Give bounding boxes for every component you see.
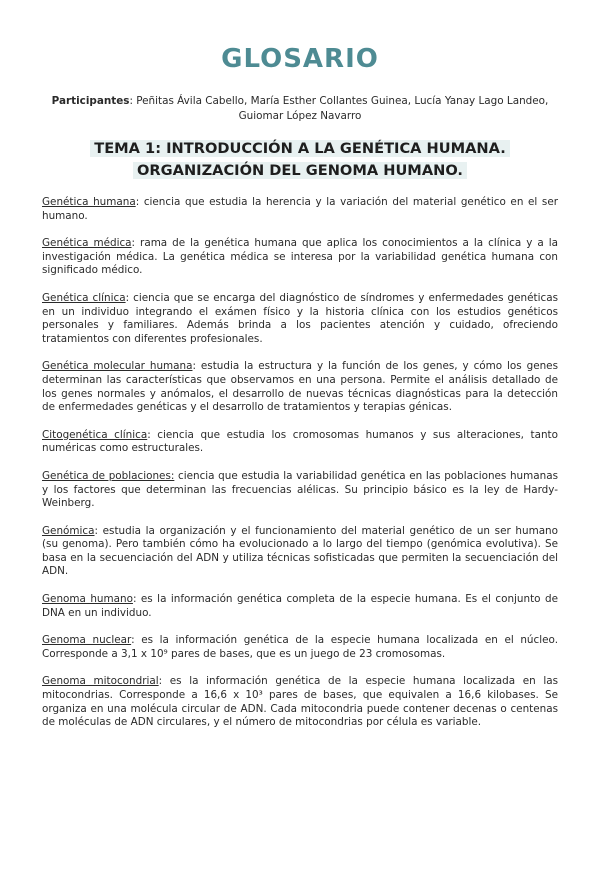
glossary-term: Citogenética clínica [42,428,148,441]
glossary-entry [42,237,558,278]
page-title: GLOSARIO [221,44,379,74]
document-page [0,44,600,892]
glossary-term: Genoma humano [42,593,133,606]
glossary-definition: : es la información genética completa de la especie humana. Es el conjunto de DNA en un individuo. [42,593,558,619]
glossary-entry [42,634,558,661]
glossary-definition: : estudia la organización y el funcionamiento del material genético de un ser humano (su genoma). Pero también cómo ha evolucionado a lo largo del tiempo (genómica evolutiva). Se basa en la secuenciación del ADN y utiliza técnicas sofisticadas que permiten la secuenciación del ADN. [42,524,558,578]
section-heading [42,138,558,182]
glossary-term: Genómica [42,524,95,537]
participants-names: : Peñitas Ávila Cabello, María Esther Collantes Guinea, Lucía Yanay Lago Landeo, Guiomar López Navarro [129,95,549,122]
glossary-definition: : estudia la estructura y la función de los genes, y cómo los genes determinan las características que observamos en una persona. Permite el análisis detallado de los genes normales y anómalos, el desarrollo de nuevas técnicas diagnósticas para la detección de enfermedades genéticas y el desarrollo de tratamientos y terapias génicas. [42,360,558,414]
glossary-definition: ciencia que estudia la variabilidad genética en las poblaciones humanas y los factores que determinan las frecuencias alélicas. Su principio básico es la ley de Hardy-Weinberg. [42,469,558,510]
glossary-term: Genética médica [42,237,132,250]
glossary-definition: : ciencia que estudia la herencia y la variación del material genético en el ser humano. [42,196,558,222]
glossary-entry [42,525,558,579]
glossary-entry [42,196,558,223]
glossary-definition: : es la información genética de la especie humana localizada en las mitocondrias. Corresponde a 16,6 x 10³ pares de bases, que equivalen a 16,6 kilobases. Se organiza en una molécula circular de ADN. Cada mitocondria puede contener decenas o centenas de moléculas de ADN circulares, y el número de mitocondrias por célula es variable. [42,675,558,729]
glossary-term: Genética humana [42,196,136,208]
section-heading-line-2: ORGANIZACIÓN DEL GENOMA HUMANO. [133,162,467,179]
glossary-term: Genoma mitocondrial [42,675,159,688]
participants [46,94,554,124]
glossary-term: Genética de poblaciones: [42,469,175,482]
glossary-entry [42,675,558,729]
glossary-term: Genética clínica [42,291,126,304]
glossary-entry [42,292,558,346]
glossary-term: Genética molecular humana [42,360,193,373]
glossary-definition: : rama de la genética humana que aplica los conocimientos a la clínica y a la investigación médica. La genética médica se interesa por la variabilidad genética humana con significado médico. [42,237,558,277]
glossary-term: Genoma nuclear [42,634,132,647]
glossary-entry [42,593,558,620]
glossary-definition: : ciencia que se encarga del diagnóstico de síndromes y enfermedades genéticas en un individuo integrando el exámen físico y la historia clínica con los estudios genéticos personales y familiares. Además brinda a los pacientes atención y cuidado, ofreciendo tratamientos con diferentes profesionales. [42,291,558,345]
section-heading-line-1: TEMA 1: INTRODUCCIÓN A LA GENÉTICA HUMANA. [90,140,510,157]
glossary-entry [42,429,558,456]
glossary-definition: : ciencia que estudia los cromosomas humanos y sus alteraciones, tanto numéricas como estructurales. [42,428,558,455]
participants-label: Participantes [51,95,130,107]
glossary-entry [42,470,558,511]
glossary-definition: : es la información genética de la especie humana localizada en el núcleo. Corresponde a 3,1 x 10⁹ pares de bases, que es un juego de 23 cromosomas. [42,634,558,660]
glossary-entry [42,360,558,414]
glossary-entries [42,196,558,730]
